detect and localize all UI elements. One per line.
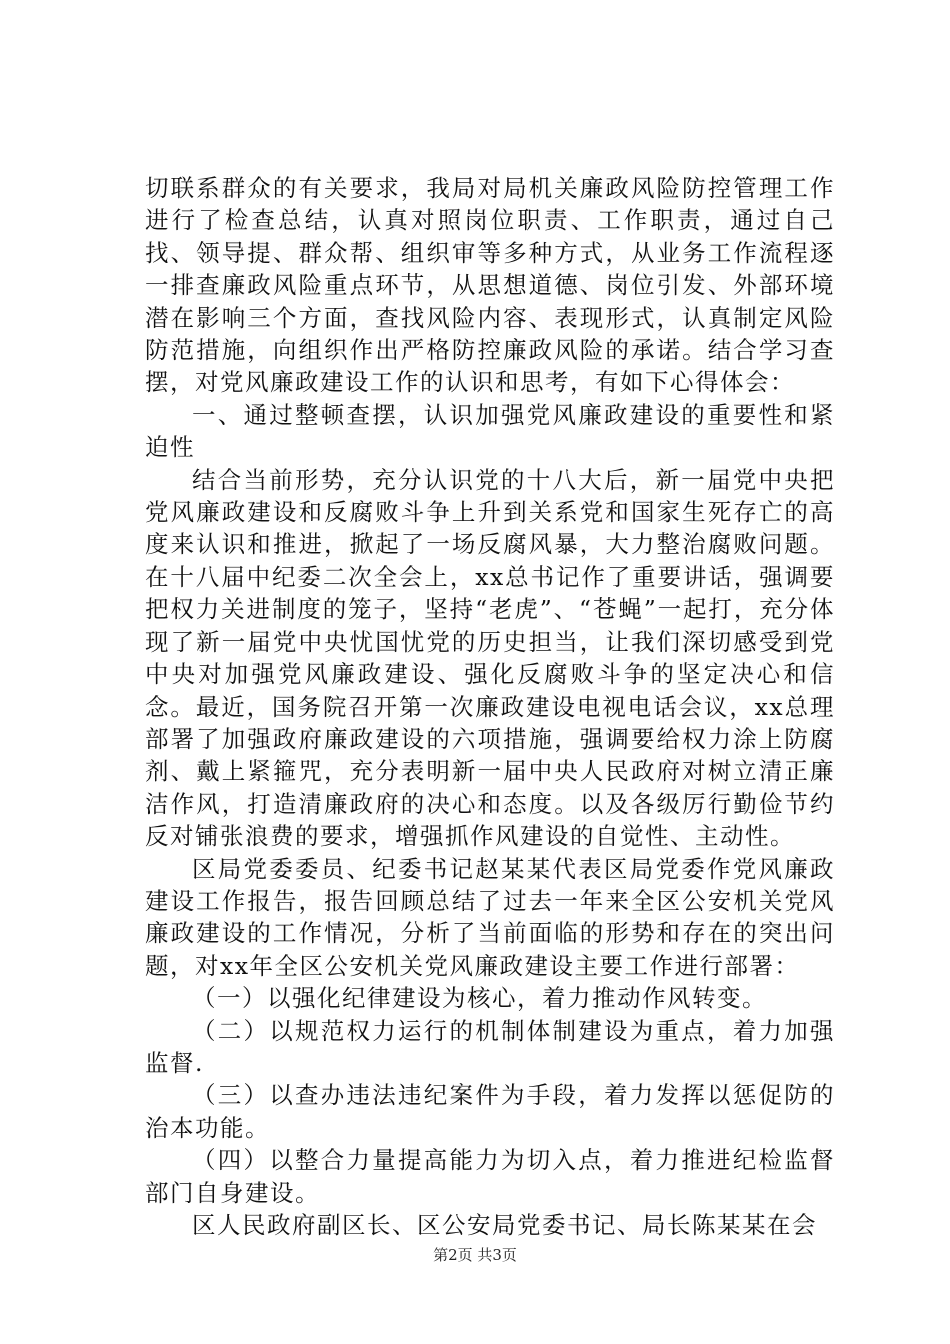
paragraph-situation: 结合当前形势，充分认识党的十八大后，新一届党中央把党风廉政建设和反腐败斗争上升到关系党和国家生死存亡的高度来认识和推进，掀起了一场反腐风暴，大力整治腐败问题。在十八届中纪委二次全会上，xx总书记作了重要讲话，强调要把权力关进制度的笼子，坚持“老虎”、“苍蝇”一起打，充分体现了新一届党中央忧国忧党的历史担当，让我们深切感受到党中央对加强党风廉政建设、强化反腐败斗争的坚定决心和信念。最近，国务院召开第一次廉政建设电视电话会议，xx总理部署了加强政府廉政建设的六项措施，强调要给权力涂上防腐剂、戴上紧箍咒，充分表明新一届中央人民政府对树立清正廉洁作风，打造清廉政府的决心和态度。以及各级厉行勤俭节约反对铺张浪费的要求，增强抓作风建设的自觉性、主动性。 — [145, 465, 835, 851]
document-body — [145, 172, 835, 1241]
paragraph-heading-one: 一、通过整顿查摆，认识加强党风廉政建设的重要性和紧迫性 — [145, 400, 835, 462]
paragraph-item-two: （二）以规范权力运行的机制体制建设为重点，着力加强监督. — [145, 1016, 835, 1077]
paragraph-closing: 区人民政府副区长、区公安局党委书记、局长陈某某在会 — [192, 1211, 817, 1239]
paragraph-item-one: （一）以强化纪律建设为核心，着力推动作风转变。 — [192, 984, 767, 1013]
paragraph-intro: 切联系群众的有关要求，我局对局机关廉政风险防控管理工作进行了检查总结，认真对照岗位职责、工作职责，通过自己找、领导提、群众帮、组织审等多种方式，从业务工作流程逐一排查廉政风险重点环节，从思想道德、岗位引发、外部环境潜在影响三个方面，查找风险内容、表现形式，认真制定风险防范措施，向组织作出严格防控廉政风险的承诺。结合学习查摆，对党风廉政建设工作的认识和思考，有如下心得体会： — [145, 174, 835, 397]
paragraph-item-three: （三）以查办违法违纪案件为手段，着力发挥以惩促防的治本功能。 — [145, 1081, 835, 1142]
paragraph-report: 区局党委委员、纪委书记赵某某代表区局党委作党风廉政建设工作报告，报告回顾总结了过去一年来全区公安机关党风廉政建设的工作情况，分析了当前面临的形势和存在的突出问题，对xx年全区公安机关党风廉政建设主要工作进行部署： — [145, 854, 835, 980]
paragraph-item-four: （四）以整合力量提高能力为切入点，着力推进纪检监督部门自身建设。 — [145, 1146, 835, 1207]
page-footer: 第2页 共3页 — [433, 1246, 517, 1264]
